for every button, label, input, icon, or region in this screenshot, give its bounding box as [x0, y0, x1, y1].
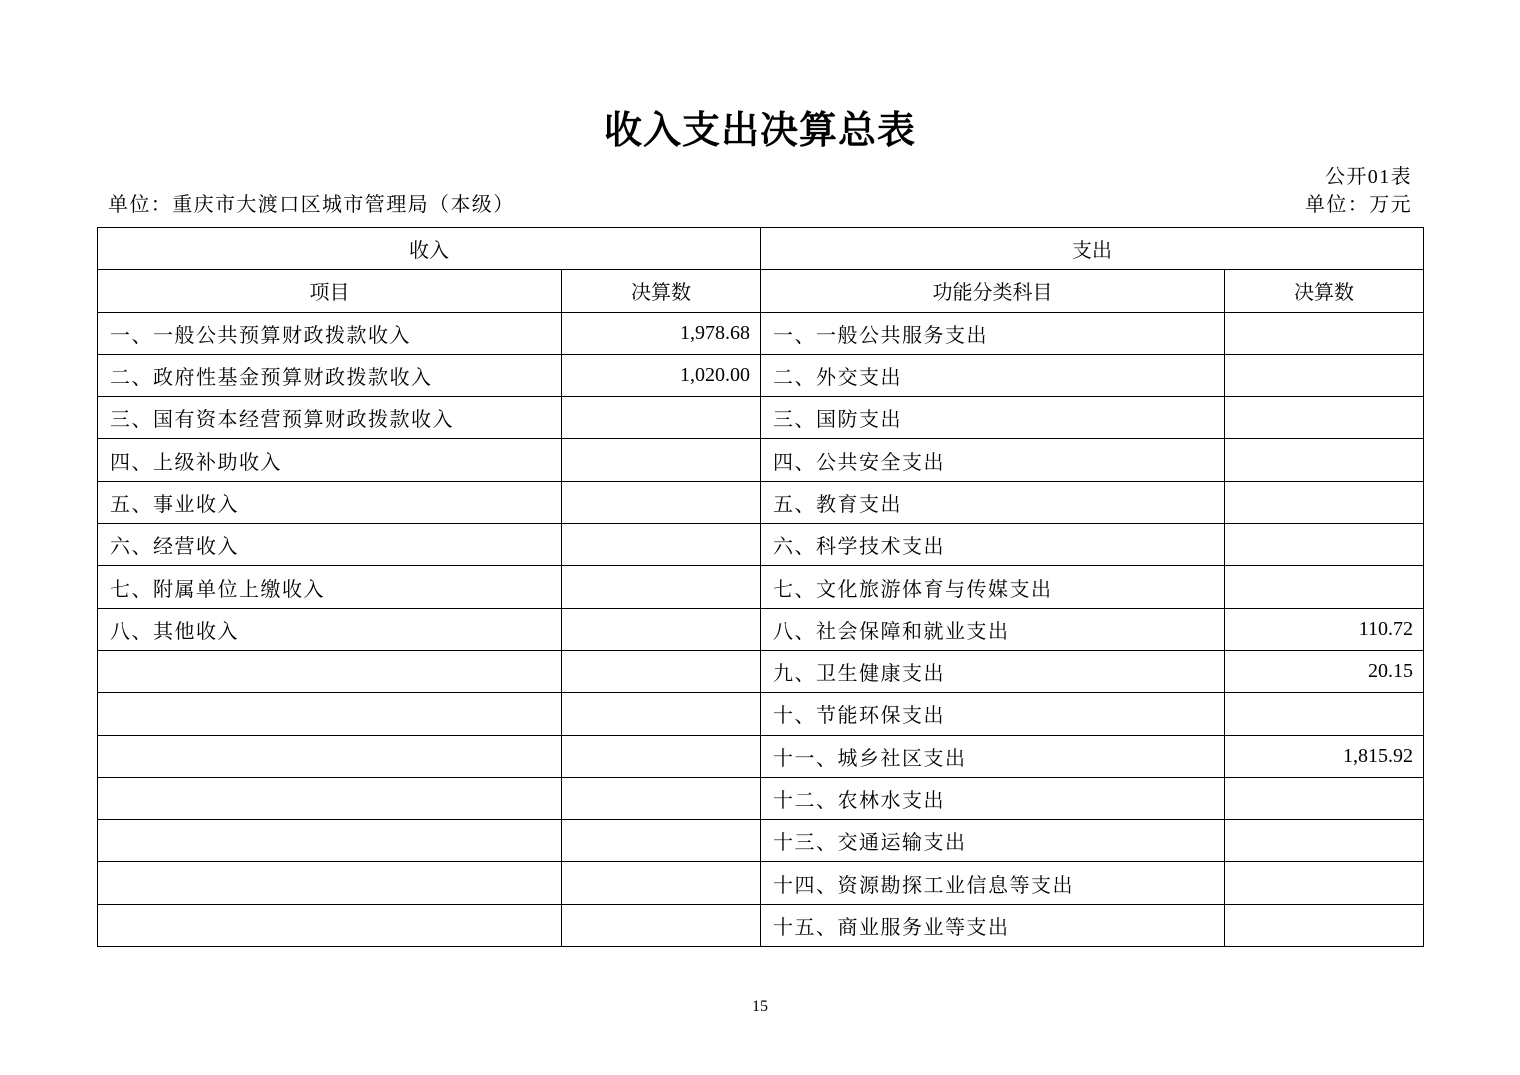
income-amount-cell — [562, 524, 761, 566]
table-row — [98, 693, 1424, 735]
page-number: 15 — [752, 998, 768, 1015]
page-title: 收入支出决算总表 — [603, 108, 916, 152]
expense-item-cell: 十、节能环保支出 — [761, 693, 1225, 735]
table-row — [98, 397, 1424, 439]
income-item-cell — [98, 650, 562, 692]
income-amount-cell — [562, 608, 761, 650]
table-row — [98, 904, 1424, 946]
income-amount-cell — [562, 693, 761, 735]
expense-amount-cell — [1225, 566, 1424, 608]
table-row — [98, 777, 1424, 819]
table-row — [98, 650, 1424, 692]
income-section-header: 收入 — [98, 228, 761, 270]
table-row — [98, 735, 1424, 777]
table-row — [98, 566, 1424, 608]
table-row — [98, 820, 1424, 862]
expense-amount-cell — [1225, 312, 1424, 354]
income-item-cell: 一、一般公共预算财政拨款收入 — [98, 312, 562, 354]
expense-amount-cell: 1,815.92 — [1225, 735, 1424, 777]
income-item-column-header: 项目 — [98, 270, 562, 312]
table-row — [98, 481, 1424, 523]
expense-item-cell: 五、教育支出 — [761, 481, 1225, 523]
expense-amount-cell — [1225, 777, 1424, 819]
income-amount-column-header: 决算数 — [562, 270, 761, 312]
income-item-cell: 八、其他收入 — [98, 608, 562, 650]
expense-section-header: 支出 — [761, 228, 1424, 270]
expense-item-cell: 八、社会保障和就业支出 — [761, 608, 1225, 650]
income-amount-cell — [562, 481, 761, 523]
expense-amount-cell — [1225, 524, 1424, 566]
expense-item-cell: 三、国防支出 — [761, 397, 1225, 439]
income-amount-cell — [562, 904, 761, 946]
form-code: 公开01表 — [1325, 166, 1412, 188]
income-amount-cell — [562, 862, 761, 904]
income-item-cell: 六、经营收入 — [98, 524, 562, 566]
income-item-cell: 四、上级补助收入 — [98, 439, 562, 481]
income-item-cell — [98, 820, 562, 862]
unit-currency: 单位：万元 — [1305, 194, 1412, 216]
expense-amount-cell: 110.72 — [1225, 608, 1424, 650]
table-row — [98, 312, 1424, 354]
table-row — [98, 608, 1424, 650]
expense-item-cell: 六、科学技术支出 — [761, 524, 1225, 566]
income-item-cell: 二、政府性基金预算财政拨款收入 — [98, 354, 562, 396]
income-amount-cell — [562, 397, 761, 439]
expense-item-cell: 十二、农林水支出 — [761, 777, 1225, 819]
expense-amount-cell — [1225, 354, 1424, 396]
income-amount-cell — [562, 777, 761, 819]
expense-amount-cell: 20.15 — [1225, 650, 1424, 692]
expense-amount-column-header: 决算数 — [1225, 270, 1424, 312]
table-row — [98, 439, 1424, 481]
income-amount-cell: 1,978.68 — [562, 312, 761, 354]
expense-amount-cell — [1225, 439, 1424, 481]
table-section-header-row — [98, 228, 1424, 270]
income-expense-table — [97, 227, 1424, 947]
expense-item-cell: 十三、交通运输支出 — [761, 820, 1225, 862]
unit-organization: 单位：重庆市大渡口区城市管理局（本级） — [108, 194, 515, 216]
expense-amount-cell — [1225, 397, 1424, 439]
income-amount-cell — [562, 566, 761, 608]
income-item-cell: 七、附属单位上缴收入 — [98, 566, 562, 608]
expense-amount-cell — [1225, 904, 1424, 946]
table-row — [98, 862, 1424, 904]
table-row — [98, 354, 1424, 396]
income-amount-cell — [562, 439, 761, 481]
income-item-cell: 五、事业收入 — [98, 481, 562, 523]
expense-item-cell: 一、一般公共服务支出 — [761, 312, 1225, 354]
expense-item-cell: 十四、资源勘探工业信息等支出 — [761, 862, 1225, 904]
income-item-cell — [98, 735, 562, 777]
expense-item-cell: 七、文化旅游体育与传媒支出 — [761, 566, 1225, 608]
expense-amount-cell — [1225, 693, 1424, 735]
income-amount-cell: 1,020.00 — [562, 354, 761, 396]
expense-amount-cell — [1225, 820, 1424, 862]
table-body — [98, 312, 1424, 946]
income-item-cell — [98, 693, 562, 735]
income-item-cell — [98, 777, 562, 819]
income-item-cell — [98, 904, 562, 946]
table-column-header-row — [98, 270, 1424, 312]
income-amount-cell — [562, 820, 761, 862]
expense-item-cell: 九、卫生健康支出 — [761, 650, 1225, 692]
expense-item-cell: 二、外交支出 — [761, 354, 1225, 396]
expense-item-cell: 十一、城乡社区支出 — [761, 735, 1225, 777]
table-row — [98, 524, 1424, 566]
income-amount-cell — [562, 735, 761, 777]
expense-item-cell: 四、公共安全支出 — [761, 439, 1225, 481]
expense-item-cell: 十五、商业服务业等支出 — [761, 904, 1225, 946]
expense-amount-cell — [1225, 481, 1424, 523]
expense-item-column-header: 功能分类科目 — [761, 270, 1225, 312]
income-item-cell: 三、国有资本经营预算财政拨款收入 — [98, 397, 562, 439]
income-amount-cell — [562, 650, 761, 692]
expense-amount-cell — [1225, 862, 1424, 904]
income-item-cell — [98, 862, 562, 904]
